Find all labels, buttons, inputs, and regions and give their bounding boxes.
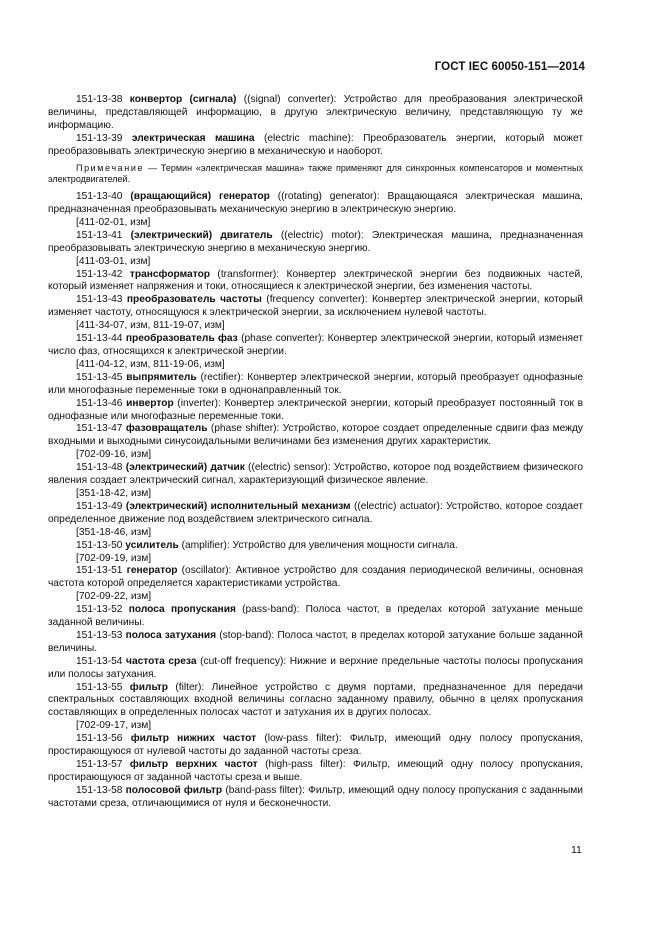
term-name: полоса затухания — [125, 629, 217, 641]
source-reference: [411-02-01, изм] — [76, 216, 151, 228]
term-name: выпрямитель — [126, 371, 197, 383]
term-name: частота среза — [126, 655, 197, 667]
term-definition: (amplifier): Устройство для увеличения мощности сигнала. — [178, 539, 458, 551]
term-name: (электрический) двигатель — [130, 229, 273, 241]
page-number: 11 — [571, 844, 582, 856]
term-definition: ((rotating) generator): Вращающаяся электрическая машина, предназначенная преобразовывать механическую энергию в электрическую энергию. — [48, 191, 583, 216]
term-entry — [48, 230, 583, 256]
term-name: (электрический) датчик — [125, 462, 245, 474]
term-name: инвертор — [126, 397, 174, 409]
term-entry — [48, 785, 583, 811]
term-name: преобразователь фаз — [125, 333, 238, 345]
term-name: (вращающийся) генератор — [130, 191, 270, 203]
source-reference: [411-03-01, изм] — [76, 255, 151, 267]
source-reference: [351-18-46, изм] — [76, 526, 152, 538]
term-definition: (phase converter): Конвертер электрической энергии, который изменяет число фаз, относящихся к электрической энергии. — [48, 333, 583, 357]
term-entry — [48, 423, 583, 449]
term-definition: (oscillator): Активное устройство для создания периодической величины, основная частота которой определяется характеристиками устройства. — [48, 565, 583, 590]
term-entry — [48, 733, 583, 759]
term-entry — [48, 294, 583, 320]
term-number: 151-13-42 — [76, 268, 123, 280]
term-name: конвертор (сигнала) — [129, 94, 237, 105]
term-name: преобразователь частоты — [126, 294, 262, 306]
term-entry — [48, 604, 583, 630]
term-name: полоса пропускания — [128, 604, 236, 616]
term-entry — [48, 133, 583, 159]
term-entry — [48, 630, 583, 656]
term-name: электрическая машина — [131, 132, 255, 144]
term-definition: (frequency converter): Конвертер электрической энергии, который изменяет частоту, относящуюся к электрической энергии, за исключением нулевой частоты. — [48, 294, 583, 319]
term-definition: (cut-off frequency): Нижние и верхние предельные частоты полосы пропускания или полосы затухания. — [48, 655, 583, 680]
term-entry — [48, 94, 583, 133]
term-number: 151-13-53 — [76, 629, 123, 641]
term-entry — [48, 462, 583, 488]
note-label: Примечание — [76, 162, 145, 173]
term-definition: ((electric) sensor): Устройство, которое под воздействием физического явления создает электрический сигнал, характеризующий физическое явление. — [48, 462, 583, 487]
term-number: 151-13-57 — [76, 759, 123, 770]
term-number: 151-13-56 — [76, 733, 123, 745]
term-number: 151-13-55 — [76, 681, 123, 693]
source-reference: [351-18-42, изм] — [76, 487, 152, 499]
term-definition: ((electric) motor): Электрическая машина, предназначенная преобразовывать электрическую энергию в механическую энергию. — [48, 229, 583, 254]
term-number: 151-13-51 — [76, 565, 123, 577]
term-name: фильтр нижних частот — [130, 733, 257, 745]
term-definition: (transformer): Конвертер электрической энергии без подвижных частей, который изменяет напряжения и токи, относящиеся к электрической энергии, без изменения частоты. — [48, 268, 583, 293]
term-definition: (band-pass filter): Фильтр, имеющий одну полосу пропускания с заданными частотами среза, отличающимися от нуля и бесконечности. — [48, 784, 583, 809]
term-number: 151-13-44 — [76, 333, 123, 345]
term-entry — [48, 656, 583, 682]
term-entry — [48, 191, 583, 217]
term-entry — [48, 682, 583, 721]
term-name: фильтр верхних частот — [129, 759, 258, 770]
source-reference: [702-09-17, изм] — [76, 720, 152, 732]
term-definition: (phase shifter): Устройство, которое создает определенные сдвиги фаз между входными и выходными синусоидальными величинами без изменения других характеристик. — [48, 423, 583, 448]
term-definition: ((signal) converter): Устройство для преобразования электрической величины, представляющей информацию, в другую электрическую величину, представляющую ту же информацию. — [48, 94, 583, 131]
source-reference: [702-09-16, изм] — [76, 449, 152, 461]
note — [48, 163, 583, 187]
source-reference: [702-09-19, изм] — [76, 552, 152, 564]
term-number: 151-13-48 — [76, 462, 123, 474]
term-number: 151-13-52 — [76, 604, 123, 616]
term-entry — [48, 372, 583, 398]
term-entry — [48, 269, 583, 295]
term-entry — [48, 759, 583, 785]
term-number: 151-13-54 — [76, 655, 123, 667]
note-text: — Термин «электрическая машина» также применяют для синхронных компенсаторов и моментных электродвигателей. — [48, 162, 583, 185]
term-number: 151-13-47 — [76, 423, 123, 435]
term-name: усилитель — [125, 539, 179, 551]
document-body — [48, 94, 583, 811]
term-name: фильтр — [129, 681, 169, 693]
source-reference: [702-09-22, изм] — [76, 591, 152, 603]
term-number: 151-13-49 — [76, 500, 123, 512]
term-number: 151-13-45 — [76, 371, 123, 383]
term-definition: (high-pass filter): Фильтр, имеющий одну полосу пропускания, простирающуюся от заданной частоты среза и выше. — [48, 759, 583, 783]
term-entry — [48, 501, 583, 527]
term-number: 151-13-38 — [76, 94, 123, 105]
term-definition: (rectifier): Конвертер электрической энергии, который преобразует однофазные или многофазные переменные токи в однонаправленный ток. — [48, 371, 583, 396]
term-number: 151-13-46 — [76, 397, 123, 409]
term-definition: (low-pass filter): Фильтр, имеющий одну полосу пропускания, простирающуюся от нулевой частоты до заданной частоты среза. — [48, 733, 583, 758]
term-number: 151-13-43 — [76, 294, 123, 306]
term-entry — [48, 565, 583, 591]
term-name: фазовращатель — [125, 423, 208, 435]
document-header: ГОСТ IEC 60050-151—2014 — [434, 61, 585, 73]
term-number: 151-13-50 — [76, 539, 123, 551]
term-definition: (inverter): Конвертер электрической энергии, который преобразует постоянный ток в однофазные или многофазные переменные токи. — [48, 397, 583, 422]
term-number: 151-13-58 — [76, 784, 123, 796]
term-number: 151-13-39 — [76, 132, 123, 144]
term-name: (электрический) исполнительный механизм — [125, 500, 351, 512]
term-definition: (stop-band): Полоса частот, в пределах которой затухание больше заданной величины. — [48, 629, 583, 654]
term-number: 151-13-40 — [76, 191, 123, 203]
source-reference: [411-04-12, изм, 811-19-06, изм] — [76, 358, 225, 370]
source-reference: [411-34-07, изм, 811-19-07, изм] — [76, 320, 225, 332]
term-entry — [48, 398, 583, 424]
term-name: генератор — [126, 565, 178, 577]
term-definition: (pass-band): Полоса частот, в пределах которой затухание меньше заданной величины. — [48, 604, 583, 629]
term-entry — [48, 333, 583, 359]
term-definition: (electric machine): Преобразователь энергии, который может преобразовывать электрическую энергию в механическую и наоборот. — [48, 132, 583, 157]
term-name: трансформатор — [129, 268, 211, 280]
term-number: 151-13-41 — [76, 229, 123, 241]
term-name: полосовой фильтр — [125, 784, 223, 796]
term-definition: ((electric) actuator): Устройство, которое создает определенное движение под воздействием электрического сигнала. — [48, 500, 583, 525]
term-definition: (filter): Линейное устройство с двумя портами, предназначенное для передачи спектральных составляющих входной величины согласно заданному правилу, обычно в целях пропускания составляющих в определенных полосах частот и затухания их в других полосах. — [48, 681, 583, 719]
term-entry — [48, 540, 583, 553]
